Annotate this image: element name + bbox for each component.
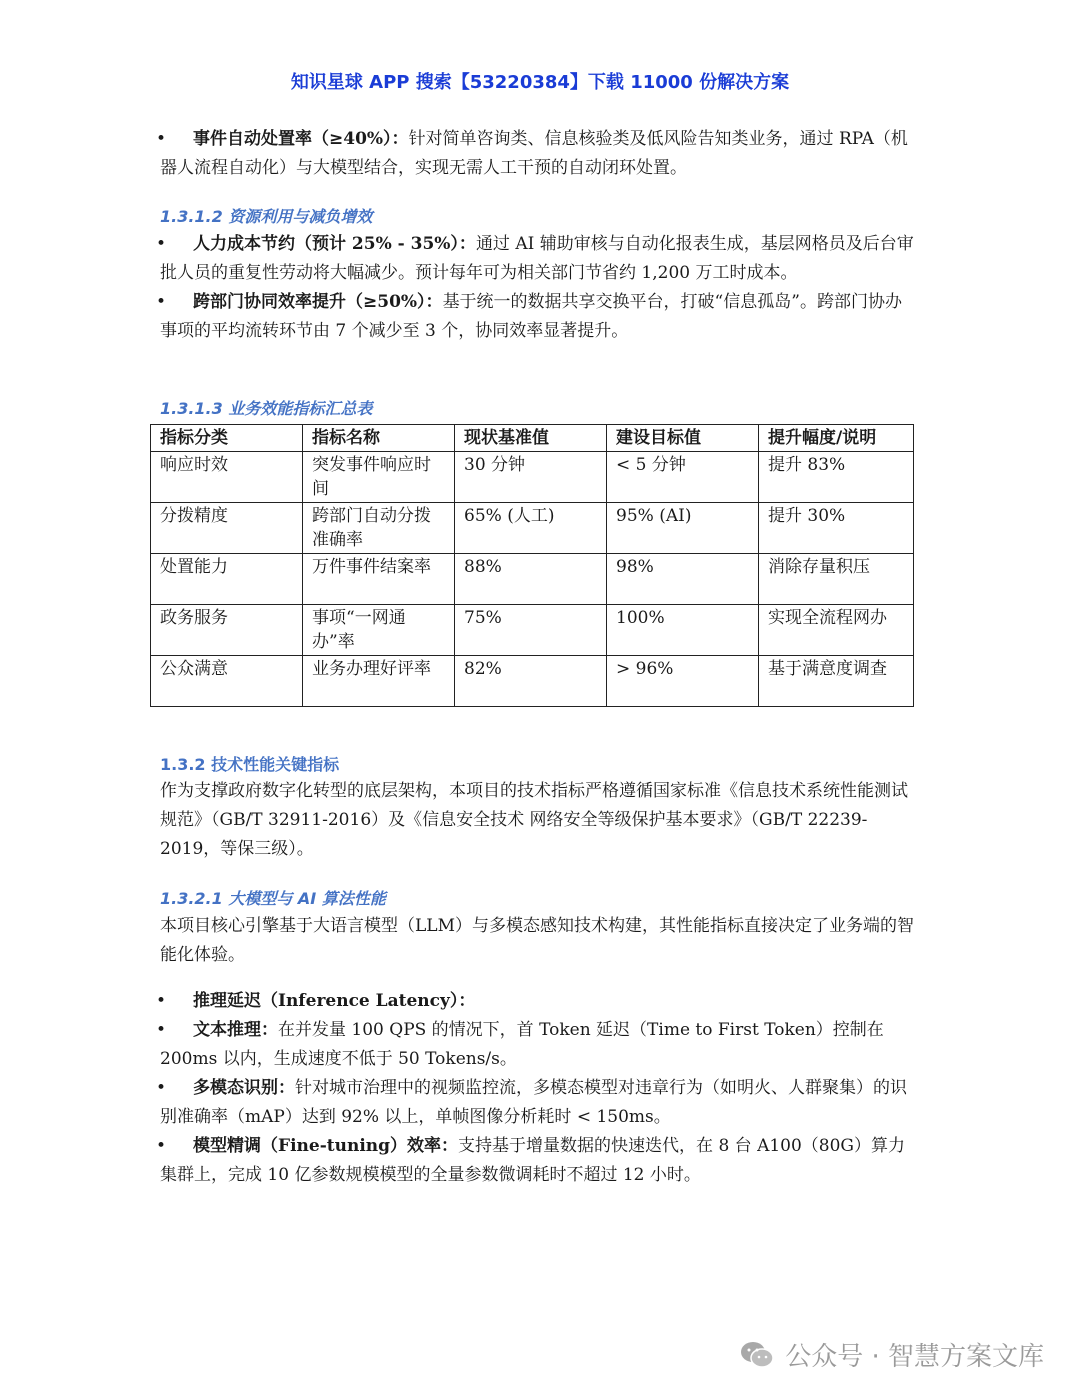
column-header: 指标名称 [303,425,455,452]
bullet-lead: 文本推理： [193,1020,278,1040]
bullet-text: 针对城市治理中的视频监控流，多模态模型对违章行为（如明火、人群聚集）的识别准确率（mAP）达到 92% 以上，单帧图像分析耗时 < 150ms。 [160,1078,907,1127]
column-header: 现状基准值 [455,425,607,452]
table-cell: 分拨精度 [151,503,303,554]
resource-bullet-list [156,230,918,346]
page-header: 知识星球 APP 搜索【53220384】下载 11000 份解决方案 [290,72,790,93]
list-item [156,987,918,1016]
list-item [156,1074,918,1132]
table-row [151,554,914,605]
section-heading-1313: 1.3.1.3 业务效能指标汇总表 [160,399,373,418]
bullet-lead: 跨部门协同效率提升（≥50%）： [193,292,443,312]
bullet-lead: 模型精调（Fine-tuning）效率： [193,1136,459,1156]
column-header: 建设目标值 [607,425,759,452]
table-cell: 98% [607,554,759,605]
table-cell: 政务服务 [151,605,303,656]
table-cell: 响应时效 [151,452,303,503]
table-cell: 事项“一网通办”率 [303,605,455,656]
table-cell: 处置能力 [151,554,303,605]
section-heading-1312: 1.3.1.2 资源利用与减负增效 [160,207,373,226]
table-cell: 业务办理好评率 [303,656,455,707]
table-row [151,503,914,554]
bullet-lead: 事件自动处置率（≥40%）： [193,129,409,149]
table-cell: > 96% [607,656,759,707]
metrics-table [150,424,914,707]
bullet-lead: 多模态识别： [193,1078,295,1098]
table-cell: 82% [455,656,607,707]
section-heading-1321: 1.3.2.1 大模型与 AI 算法性能 [160,889,386,908]
table-cell: 万件事件结案率 [303,554,455,605]
bullet-icon: • [156,1136,167,1156]
list-item [156,288,918,346]
bullet-text: 针对简单咨询类、信息核验类及低风险告知类业务，通过 RPA（机器人流程自动化）与大模型结合，实现无需人工干预的自动闭环处置。 [160,129,908,178]
table-cell: 消除存量积压 [759,554,914,605]
table-row [151,656,914,707]
watermark [739,1336,1044,1373]
section-1321-paragraph: 本项目核心引擎基于大语言模型（LLM）与多模态感知技术构建，其性能指标直接决定了业务端的智能化体验。 [160,916,914,965]
list-item [156,230,918,288]
ai-performance-bullet-list [156,987,918,1190]
watermark-text: 公众号 · 智慧方案文库 [785,1342,1044,1372]
table-cell: 30 分钟 [455,452,607,503]
bullet-lead: 推理延迟（Inference Latency）： [193,991,476,1011]
column-header: 指标分类 [151,425,303,452]
bullet-text: 在并发量 100 QPS 的情况下，首 Token 延迟（Time to First Token）控制在 200ms 以内，生成速度不低于 50 Tokens/s。 [160,1020,884,1069]
bullet-icon: • [156,1020,167,1040]
table-cell: 提升 30% [759,503,914,554]
bullet-icon: • [156,129,167,149]
bullet-text: 基于统一的数据共享交换平台，打破“信息孤岛”。跨部门协办事项的平均流转环节由 7 个减少至 3 个，协同效率显著提升。 [160,292,902,341]
list-item [156,1132,918,1190]
table-header-row [151,425,914,452]
table-cell: 75% [455,605,607,656]
table-cell: 65% (人工) [455,503,607,554]
table-cell: 提升 83% [759,452,914,503]
bullet-icon: • [156,292,167,312]
bullet-icon: • [156,1078,167,1098]
table-cell: 公众满意 [151,656,303,707]
table-cell: 突发事件响应时间 [303,452,455,503]
section-heading-132: 1.3.2 技术性能关键指标 [160,755,340,774]
table-cell: 跨部门自动分拨准确率 [303,503,455,554]
bullet-text: 支持基于增量数据的快速迭代，在 8 台 A100（80G）算力集群上，完成 10 亿参数规模模型的全量参数微调耗时不超过 12 小时。 [160,1136,906,1185]
table-row [151,452,914,503]
bullet-lead: 人力成本节约（预计 25% - 35%）： [193,234,476,254]
top-bullet-list [156,125,918,183]
column-header: 提升幅度/说明 [759,425,914,452]
table-cell: < 5 分钟 [607,452,759,503]
list-item [156,125,918,183]
table-cell: 95% (AI) [607,503,759,554]
wechat-icon [739,1340,775,1370]
table-cell: 100% [607,605,759,656]
bullet-icon: • [156,234,167,254]
table-cell: 88% [455,554,607,605]
section-132-paragraph: 作为支撑政府数字化转型的底层架构，本项目的技术指标严格遵循国家标准《信息技术系统性能测试规范》（GB/T 32911-2016）及《信息安全技术 网络安全等级保护基本要求》（GB/T 22239-2019，等保三级）。 [160,781,908,859]
table-row [151,605,914,656]
table-cell: 基于满意度调查 [759,656,914,707]
list-item [156,1016,918,1074]
table-cell: 实现全流程网办 [759,605,914,656]
bullet-icon: • [156,991,167,1011]
bullet-text: 通过 AI 辅助审核与自动化报表生成，基层网格员及后台审批人员的重复性劳动将大幅减少。预计每年可为相关部门节省约 1,200 万工时成本。 [160,234,914,283]
